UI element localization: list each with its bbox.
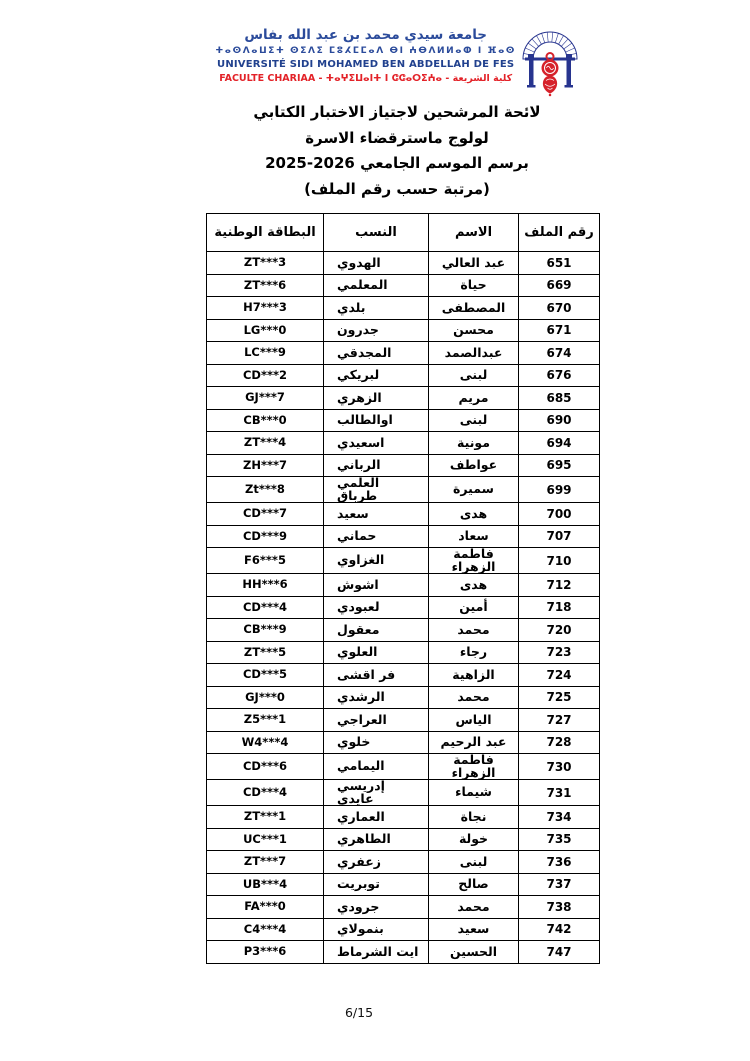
first-name-cell: شيماء	[429, 780, 519, 806]
table-row	[207, 503, 600, 526]
last-name-cell: العلوي	[324, 641, 429, 664]
file-number-cell: 695	[519, 454, 600, 477]
last-name-cell: سعيد	[324, 503, 429, 526]
title-line-3: برسم الموسم الجامعي 2026-2025	[265, 154, 529, 172]
national-id-cell: ZT***5	[207, 641, 324, 664]
first-name-cell: نجاة	[429, 806, 519, 829]
file-number-cell: 674	[519, 342, 600, 365]
first-name-cell: عواطف	[429, 454, 519, 477]
university-name-french: UNIVERSITÉ SIDI MOHAMED BEN ABDELLAH DE FES	[217, 59, 515, 70]
last-name-cell: زعفري	[324, 851, 429, 874]
first-name-cell: أمين	[429, 596, 519, 619]
first-name-cell: فاطمة الزهراء	[429, 754, 519, 780]
last-name-cell: خلوي	[324, 731, 429, 754]
first-name-cell: الحسين	[429, 941, 519, 964]
national-id-cell: ZT***3	[207, 252, 324, 275]
national-id-cell: GJ***7	[207, 387, 324, 410]
last-name-cell: حماني	[324, 525, 429, 548]
last-name-cell: فر اقشى	[324, 664, 429, 687]
national-id-cell: W4***4	[207, 731, 324, 754]
file-number-cell: 720	[519, 619, 600, 642]
letterhead-text	[215, 27, 516, 85]
table-row	[207, 574, 600, 597]
national-id-cell: FA***0	[207, 896, 324, 919]
last-name-cell: اسعيدي	[324, 432, 429, 455]
file-number-cell: 712	[519, 574, 600, 597]
national-id-cell: HH***6	[207, 574, 324, 597]
file-number-cell: 690	[519, 409, 600, 432]
national-id-cell: H7***3	[207, 297, 324, 320]
national-id-cell: GJ***0	[207, 686, 324, 709]
column-header-file-number: رقم الملف	[519, 214, 600, 252]
last-name-cell: جدرون	[324, 319, 429, 342]
first-name-cell: محسن	[429, 319, 519, 342]
table-body	[207, 252, 600, 964]
table-row	[207, 432, 600, 455]
file-number-cell: 727	[519, 709, 600, 732]
faculty-name-line: FACULTE CHARIAA - ⵜⴰⵖⵉⵡⴰⵏⵜ ⵏ ⵛⵛⴰⵔⵉⵄⴰ - كلية الشريعة	[219, 73, 513, 84]
file-number-cell: 685	[519, 387, 600, 410]
table-row	[207, 896, 600, 919]
last-name-cell: لعبودي	[324, 596, 429, 619]
file-number-cell: 735	[519, 828, 600, 851]
first-name-cell: حياة	[429, 274, 519, 297]
table-row	[207, 918, 600, 941]
first-name-cell: عبد الرحيم	[429, 731, 519, 754]
national-id-cell: CD***4	[207, 596, 324, 619]
page-number: 6/15	[344, 1005, 374, 1020]
last-name-cell: المعلمي	[324, 274, 429, 297]
last-name-cell: إدريسي عايدي	[324, 780, 429, 806]
university-name-tifinagh: ⵜⴰⵙⴷⴰⵡⵉⵜ ⵙⵉⴷⵉ ⵎⵓⵃⵎⵎⴰⴷ ⴱⵏ ⵄⴱⴷⵍⵍⴰⵀ ⵏ ⴼⴰⵙ	[215, 46, 516, 56]
last-name-cell: الطاهري	[324, 828, 429, 851]
national-id-cell: CD***4	[207, 780, 324, 806]
file-number-cell: 730	[519, 754, 600, 780]
national-id-cell: CD***9	[207, 525, 324, 548]
national-id-cell: UB***4	[207, 873, 324, 896]
national-id-cell: ZT***1	[207, 806, 324, 829]
file-number-cell: 724	[519, 664, 600, 687]
national-id-cell: ZH***7	[207, 454, 324, 477]
table-row	[207, 828, 600, 851]
table-row	[207, 731, 600, 754]
national-id-cell: CD***7	[207, 503, 324, 526]
file-number-cell: 747	[519, 941, 600, 964]
first-name-cell: هدى	[429, 503, 519, 526]
file-number-cell: 710	[519, 548, 600, 574]
title-line-1: لائحة المرشحين لاجتياز الاختبار الكتابي	[253, 103, 541, 121]
table-row	[207, 780, 600, 806]
last-name-cell: اوالطالب	[324, 409, 429, 432]
first-name-cell: محمد	[429, 686, 519, 709]
title-line-4: (مرتبة حسب رقم الملف)	[304, 179, 490, 198]
file-number-cell: 738	[519, 896, 600, 919]
national-id-cell: CD***6	[207, 754, 324, 780]
table-row	[207, 274, 600, 297]
file-number-cell: 718	[519, 596, 600, 619]
title-line-2: لولوج ماسترقضاء الاسرة	[305, 128, 489, 147]
table-row	[207, 454, 600, 477]
last-name-cell: الزهري	[324, 387, 429, 410]
letterhead	[215, 27, 580, 97]
last-name-cell: الرشدي	[324, 686, 429, 709]
file-number-cell: 736	[519, 851, 600, 874]
file-number-cell: 731	[519, 780, 600, 806]
national-id-cell: ZT***7	[207, 851, 324, 874]
last-name-cell: العراجي	[324, 709, 429, 732]
file-number-cell: 707	[519, 525, 600, 548]
national-id-cell: CD***2	[207, 364, 324, 387]
national-id-cell: CD***5	[207, 664, 324, 687]
table-row	[207, 641, 600, 664]
table-row	[207, 387, 600, 410]
first-name-cell: الزاهية	[429, 664, 519, 687]
first-name-cell: هدى	[429, 574, 519, 597]
file-number-cell: 734	[519, 806, 600, 829]
national-id-cell: UC***1	[207, 828, 324, 851]
file-number-cell: 728	[519, 731, 600, 754]
first-name-cell: مريم	[429, 387, 519, 410]
table-row	[207, 252, 600, 275]
table-row	[207, 596, 600, 619]
first-name-cell: خولة	[429, 828, 519, 851]
national-id-cell: ZT***4	[207, 432, 324, 455]
file-number-cell: 651	[519, 252, 600, 275]
national-id-cell: F6***5	[207, 548, 324, 574]
national-id-cell: CB***9	[207, 619, 324, 642]
last-name-cell: المجدقي	[324, 342, 429, 365]
table-row	[207, 319, 600, 342]
table-row	[207, 754, 600, 780]
file-number-cell: 670	[519, 297, 600, 320]
first-name-cell: لبنى	[429, 364, 519, 387]
first-name-cell: عبدالصمد	[429, 342, 519, 365]
file-number-cell: 676	[519, 364, 600, 387]
first-name-cell: محمد	[429, 896, 519, 919]
last-name-cell: اشوش	[324, 574, 429, 597]
first-name-cell: لبنى	[429, 851, 519, 874]
last-name-cell: بلدي	[324, 297, 429, 320]
file-number-cell: 700	[519, 503, 600, 526]
table-row	[207, 364, 600, 387]
file-number-cell: 725	[519, 686, 600, 709]
last-name-cell: توبريت	[324, 873, 429, 896]
file-number-cell: 694	[519, 432, 600, 455]
table-row	[207, 806, 600, 829]
first-name-cell: سعاد	[429, 525, 519, 548]
table-row	[207, 686, 600, 709]
first-name-cell: صالح	[429, 873, 519, 896]
first-name-cell: فاطمة الزهراء	[429, 548, 519, 574]
national-id-cell: C4***4	[207, 918, 324, 941]
first-name-cell: لبنى	[429, 409, 519, 432]
last-name-cell: الغزاوي	[324, 548, 429, 574]
table-row	[207, 709, 600, 732]
file-number-cell: 669	[519, 274, 600, 297]
national-id-cell: P3***6	[207, 941, 324, 964]
first-name-cell: الياس	[429, 709, 519, 732]
national-id-cell: Zt***8	[207, 477, 324, 503]
file-number-cell: 671	[519, 319, 600, 342]
table-row	[207, 873, 600, 896]
university-name-arabic: جامعة سيدي محمد بن عبد الله بفاس	[244, 27, 487, 43]
national-id-cell: LC***9	[207, 342, 324, 365]
table-row	[207, 619, 600, 642]
file-number-cell: 737	[519, 873, 600, 896]
table-header-row	[207, 214, 600, 252]
table-row	[207, 525, 600, 548]
first-name-cell: مونية	[429, 432, 519, 455]
last-name-cell: الهدوي	[324, 252, 429, 275]
last-name-cell: الرباني	[324, 454, 429, 477]
candidates-table	[206, 213, 600, 964]
first-name-cell: عبد العالي	[429, 252, 519, 275]
table-row	[207, 851, 600, 874]
last-name-cell: لبريكي	[324, 364, 429, 387]
column-header-first-name: الاسم	[429, 214, 519, 252]
first-name-cell: محمد	[429, 619, 519, 642]
last-name-cell: ايت الشرماط	[324, 941, 429, 964]
first-name-cell: المصطفى	[429, 297, 519, 320]
table-row	[207, 477, 600, 503]
table-row	[207, 409, 600, 432]
last-name-cell: العماري	[324, 806, 429, 829]
first-name-cell: سميرة	[429, 477, 519, 503]
document-title-block	[44, 100, 750, 202]
last-name-cell: معقول	[324, 619, 429, 642]
national-id-cell: ZT***6	[207, 274, 324, 297]
national-id-cell: CB***0	[207, 409, 324, 432]
file-number-cell: 723	[519, 641, 600, 664]
university-logo-icon	[520, 27, 580, 97]
column-header-national-id: البطاقة الوطنية	[207, 214, 324, 252]
table-row	[207, 342, 600, 365]
national-id-cell: LG***0	[207, 319, 324, 342]
last-name-cell: جرودي	[324, 896, 429, 919]
last-name-cell: العلمي طرباق	[324, 477, 429, 503]
national-id-cell: Z5***1	[207, 709, 324, 732]
last-name-cell: اليمامي	[324, 754, 429, 780]
file-number-cell: 742	[519, 918, 600, 941]
table-row	[207, 664, 600, 687]
file-number-cell: 699	[519, 477, 600, 503]
table-row	[207, 941, 600, 964]
first-name-cell: سعيد	[429, 918, 519, 941]
column-header-last-name: النسب	[324, 214, 429, 252]
last-name-cell: بنمولاي	[324, 918, 429, 941]
first-name-cell: رجاء	[429, 641, 519, 664]
table-row	[207, 297, 600, 320]
table-row	[207, 548, 600, 574]
